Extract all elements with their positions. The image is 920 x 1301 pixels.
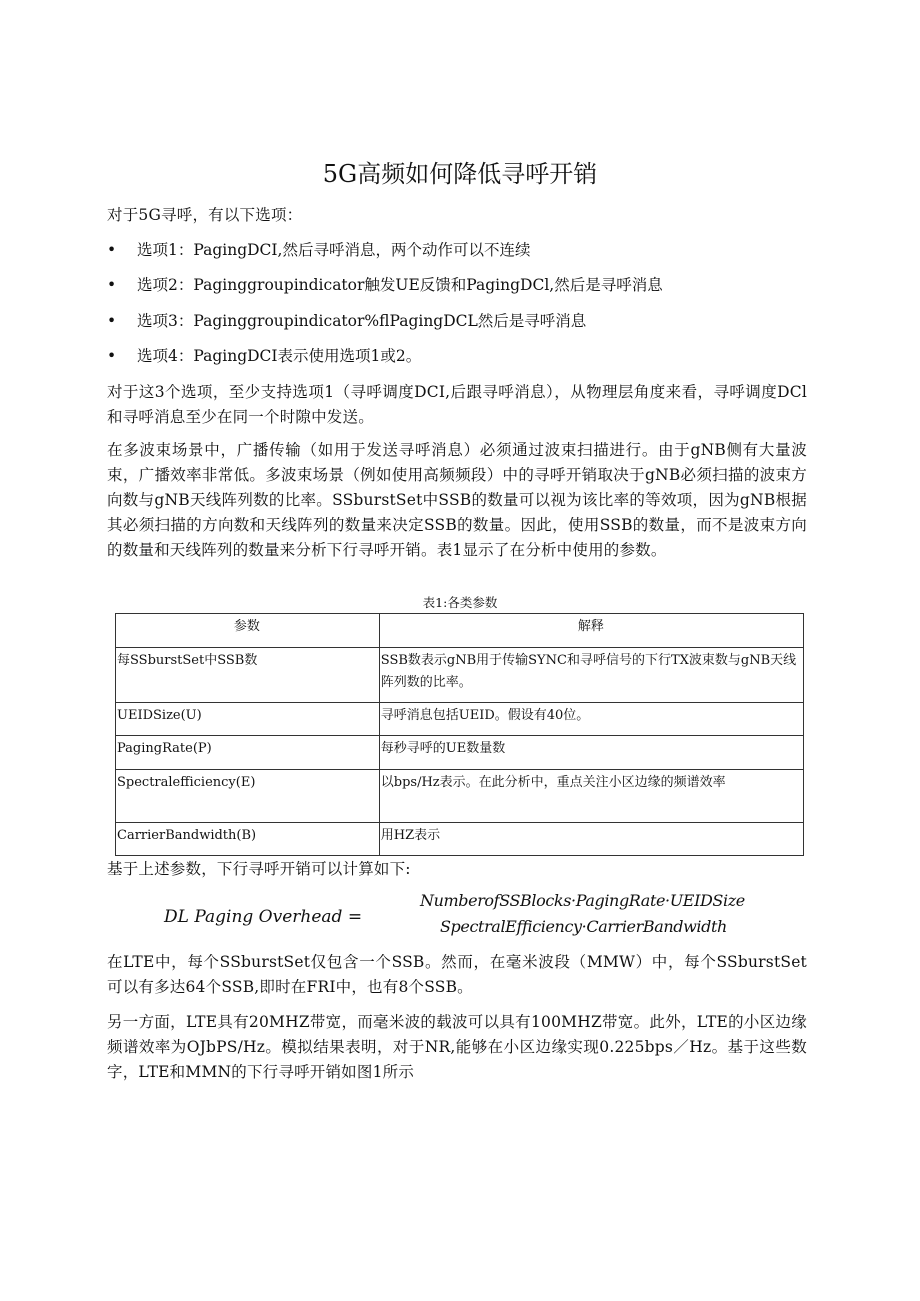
option-item-1 bbox=[107, 238, 807, 263]
bullet-icon: • bbox=[107, 241, 117, 259]
formula-numerator: NumberofSSBlocks·PagingRate·UEIDSize bbox=[420, 891, 745, 910]
option-item-3 bbox=[107, 309, 807, 334]
table-cell-explain: 寻呼消息包括UEID。假设有40位。 bbox=[379, 703, 803, 736]
table-row bbox=[116, 648, 804, 703]
option-item-4 bbox=[107, 344, 807, 369]
paragraph-calc-intro: 基于上述参数，下行寻呼开销可以计算如下: bbox=[107, 860, 411, 878]
bullet-icon: • bbox=[107, 312, 117, 330]
bullet-icon: • bbox=[107, 276, 117, 294]
option-item-2 bbox=[107, 273, 807, 298]
table-caption: 表1:各类参数 bbox=[422, 595, 498, 610]
table-cell-explain: SSB数表示gNB用于传输SYNC和寻呼信号的下行TX波束数与gNB天线阵列数的比率。 bbox=[379, 648, 803, 703]
option-text-2: 选项2：Paginggroupindicator触发UE反馈和PagingDCl,然后是寻呼消息 bbox=[137, 276, 663, 294]
table-cell-explain: 用HZ表示 bbox=[379, 823, 803, 856]
paragraph-bandwidth: 另一方面，LTE具有20MHZ带宽，而毫米波的载波可以具有100MHZ带宽。此外，LTE的小区边缘频谱效率为OJbPS/Hz。模拟结果表明，对于NR,能够在小区边缘实现0.225bps／Hz。基于这些数字，LTE和MMN的下行寻呼开销如图1所示 bbox=[107, 1013, 807, 1081]
table-cell-param: UEIDSize(U) bbox=[116, 703, 380, 736]
option-text-4: 选项4：PagingDCI表示使用选项1或2。 bbox=[137, 347, 422, 365]
table-cell-explain: 以bps/Hz表示。在此分析中，重点关注小区边缘的频谱效率 bbox=[379, 770, 803, 823]
bullet-icon: • bbox=[107, 347, 117, 365]
paragraph-lte-mmw: 在LTE中，每个SSburstSet仅包含一个SSB。然而，在毫米波段（MMW）中，每个SSburstSet可以有多达64个SSB,即时在FRI中，也有8个SSB。 bbox=[107, 953, 807, 996]
table-cell-explain: 每秒寻呼的UE数量数 bbox=[379, 736, 803, 770]
intro-text: 对于5G寻呼，有以下选项： bbox=[107, 206, 303, 224]
option-text-1: 选项1：PagingDCI,然后寻呼消息，两个动作可以不连续 bbox=[137, 241, 531, 259]
table-cell-param: Spectralefficiency(E) bbox=[116, 770, 380, 823]
table-header-param: 参数 bbox=[116, 614, 380, 648]
formula-lhs: DL Paging Overhead = bbox=[164, 907, 363, 927]
parameter-table bbox=[115, 613, 804, 856]
option-text-3: 选项3：Paginggroupindicator%flPagingDCL然后是寻呼消息 bbox=[137, 312, 587, 330]
table-cell-param: CarrierBandwidth(B) bbox=[116, 823, 380, 856]
table-row bbox=[116, 736, 804, 770]
table-cell-param: PagingRate(P) bbox=[116, 736, 380, 770]
table-row bbox=[116, 823, 804, 856]
table-row bbox=[116, 770, 804, 823]
table-cell-param: 每SSburstSet中SSB数 bbox=[116, 648, 380, 703]
table-header-explain: 解释 bbox=[379, 614, 803, 648]
paragraph-multibeam: 在多波束场景中，广播传输（如用于发送寻呼消息）必须通过波束扫描进行。由于gNB侧有大量波束，广播效率非常低。多波束场景（例如使用高频频段）中的寻呼开销取决于gNB必须扫描的波束方向数与gNB天线阵列数的比率。SSburstSet中SSB的数量可以视为该比率的等效项，因为gNB根据其必须扫描的方向数和天线阵列的数量来决定SSB的数量。因此，使用SSB的数量，而不是波束方向的数量和天线阵列的数量来分析下行寻呼开销。表1显示了在分析中使用的参数。 bbox=[107, 441, 807, 559]
table-row bbox=[116, 703, 804, 736]
formula-denominator: SpectralEfficiency·CarrierBandwidth bbox=[440, 917, 727, 936]
paging-overhead-formula bbox=[0, 887, 920, 947]
table-header-row bbox=[116, 614, 804, 648]
paragraph-options-support: 对于这3个选项，至少支持选项1（寻呼调度DCI,后跟寻呼消息），从物理层角度来看，寻呼调度DCl和寻呼消息至少在同一个时隙中发送。 bbox=[107, 383, 807, 426]
page-title: 5G高频如何降低寻呼开销 bbox=[322, 160, 598, 188]
